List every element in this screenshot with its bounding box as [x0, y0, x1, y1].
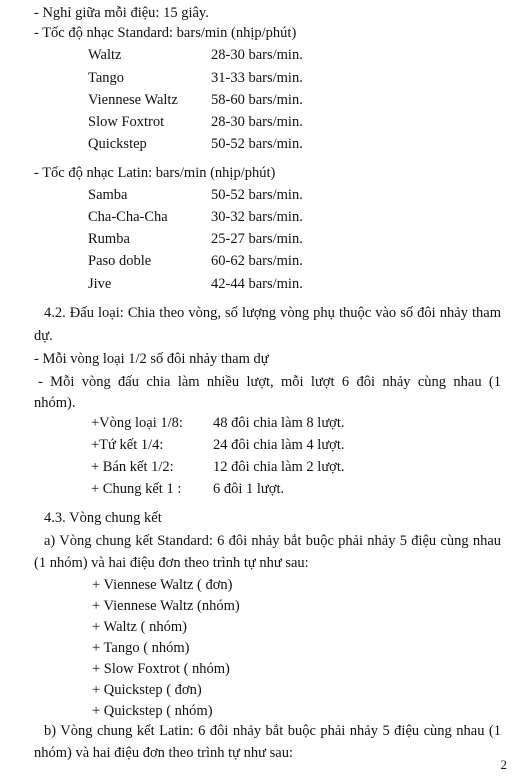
dance-tempo: 42-44 bars/min. [211, 276, 303, 292]
dance-name: Jive [88, 276, 112, 292]
round-name: +Tứ kết 1/4: [91, 437, 164, 453]
dance-name: Waltz [88, 47, 122, 63]
dance-tempo: 28-30 bars/min. [211, 47, 303, 63]
round-name: + Chung kết 1 : [91, 481, 182, 497]
rest-between-dances: - Nghỉ giữa mỗi điệu: 15 giây. [34, 5, 209, 21]
dance-name: Tango [88, 70, 125, 86]
latin-final-paragraph: b) Vòng chung kết Latin: 6 đôi nhảy bắt buộc phải nhảy 5 điệu cùng nhau (1 [44, 723, 501, 739]
latin-final-paragraph-end: nhóm) và hai điệu đơn theo trình tự như sau: [34, 745, 293, 761]
qualifying-rule: - Mỗi vòng loại 1/2 số đôi nhảy tham dự [34, 351, 269, 367]
round-name: +Vòng loại 1/8: [91, 415, 183, 431]
dance-name: Viennese Waltz [88, 92, 178, 108]
dance-name: Rumba [88, 231, 130, 247]
dance-tempo: 50-52 bars/min. [211, 136, 303, 152]
final-order-item: + Quickstep ( đơn) [92, 682, 202, 698]
round-name: + Bán kết 1/2: [91, 459, 174, 475]
final-order-item: + Viennese Waltz ( đơn) [92, 577, 233, 593]
final-order-item: + Waltz ( nhóm) [92, 619, 187, 635]
standard-final-paragraph-end: (1 nhóm) và hai điệu đơn theo trình tự như sau: [34, 555, 309, 571]
standard-tempo-header: - Tốc độ nhạc Standard: bars/min (nhịp/phút) [34, 25, 297, 41]
round-detail: 6 đôi 1 lượt. [213, 481, 285, 497]
final-order-item: + Quickstep ( nhóm) [92, 703, 213, 719]
standard-final-paragraph: a) Vòng chung kết Standard: 6 đôi nhảy bắt buộc phải nhảy 5 điệu cùng nhau [44, 533, 501, 549]
final-order-item: + Slow Foxtrot ( nhóm) [92, 661, 230, 677]
dance-tempo: 50-52 bars/min. [211, 187, 303, 203]
dance-name: Slow Foxtrot [88, 114, 165, 130]
dance-name: Cha-Cha-Cha [88, 209, 168, 225]
round-detail: 24 đôi chia làm 4 lượt. [213, 437, 345, 453]
dance-tempo: 31-33 bars/min. [211, 70, 303, 86]
dance-name: Quickstep [88, 136, 147, 152]
section-4-3-title: 4.3. Vòng chung kết [44, 510, 162, 526]
dance-tempo: 60-62 bars/min. [211, 253, 303, 269]
dance-tempo: 30-32 bars/min. [211, 209, 303, 225]
final-order-item: + Tango ( nhóm) [92, 640, 190, 656]
dance-tempo: 28-30 bars/min. [211, 114, 303, 130]
dance-name: Paso doble [88, 253, 152, 269]
dance-name: Samba [88, 187, 128, 203]
round-detail: 48 đôi chia làm 8 lượt. [213, 415, 345, 431]
final-order-item: + Viennese Waltz (nhóm) [92, 598, 240, 614]
section-4-2-paragraph-end: dự. [34, 328, 53, 344]
heat-rule: - Mỗi vòng đấu chia làm nhiều lượt, mỗi lượt 6 đôi nhảy cùng nhau (1 [38, 374, 501, 390]
dance-tempo: 25-27 bars/min. [211, 231, 303, 247]
round-detail: 12 đôi chia làm 2 lượt. [213, 459, 345, 475]
latin-tempo-header: - Tốc độ nhạc Latin: bars/min (nhịp/phút) [34, 165, 276, 181]
heat-rule-end: nhóm). [34, 395, 76, 411]
dance-tempo: 58-60 bars/min. [211, 92, 303, 108]
section-4-2-paragraph: 4.2. Đấu loại: Chia theo vòng, số lượng vòng phụ thuộc vào số đôi nhảy tham [44, 305, 501, 321]
page-number: 2 [500, 757, 507, 772]
